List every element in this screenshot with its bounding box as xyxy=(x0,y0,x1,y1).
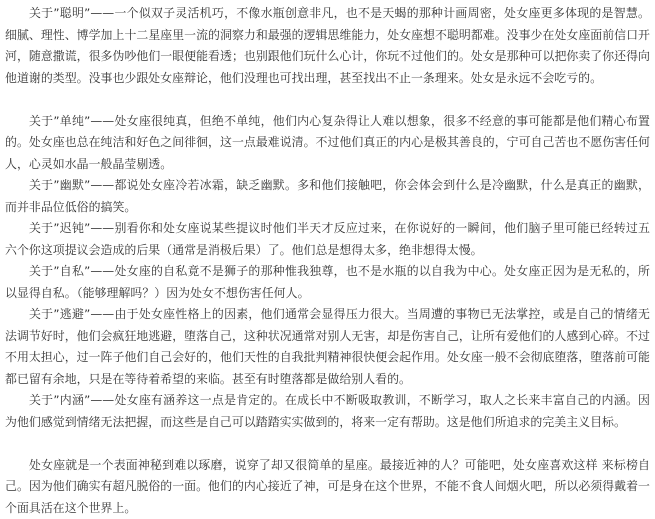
paragraph-smart: 关于”聪明”——一个似双子灵活机巧，不像水瓶创意非凡，也不是天蝎的那种计画周密，处女座更多体现的是智慧。细腻、理性、博学加上十二星座里一流的洞察力和最强的逻辑思维能力，处女座想不聪明都难。没事少在处女座面前信口开河，随意撒谎，很多伪吵他们一眼便能看透；也别跟他们玩什么心计，你玩不过他们的。处女是那种可以把你卖了你还得向他道谢的类型。没事也少跟处女座辩论，他们没理也可找出理，甚至找出不止一条理来。处女是永远不会吃亏的。 xyxy=(5,3,650,89)
paragraph-escape: 关于”逃避”——由于处女座性格上的因素，他们通常会显得压力很大。当周遭的事物已无法掌控，或是自己的情绪无法调节好时，他们会疯狂地逃避，堕落自己，这种状况通常对别人无害，却是伤害自己，让所有爱他们的人感到心碎。不过不用太担心，过一阵子他们自己会好的，他们天性的自我批判精神很快便会起作用。处女座一般不会彻底堕落，堕落前可能都已留有余地，只是在等待着希望的来临。甚至有时堕落都是做给别人看的。 xyxy=(5,304,650,390)
paragraph-innocent: 关于”单纯”——处女座很纯真，但绝不单纯，他们内心复杂得让人难以想象，很多不经意的事可能都是他们精心布置的。处女座也总在纯洁和好色之间徘徊，这一点最难说清。不过他们真正的内心是极其善良的，宁可自己苦也不愿伤害任何人，心灵如水晶一般晶莹剔透。 xyxy=(5,111,650,176)
paragraph-summary: 处女座就是一个表面神秘到难以琢磨，说穿了却又很简单的星座。最接近神的人？可能吧，处女座喜欢这样 来标榜自己。因为他们确实有超凡脱俗的一面。他们的内心接近了神，可是身在这个世界，不能不食人间烟火吧，所以必须得戴着一个面具活在这个世界上。 xyxy=(5,455,650,519)
paragraph-humor: 关于”幽默”——都说处女座冷若冰霜，缺乏幽默。多和他们接触吧，你会体会到什么是冷幽默，什么是真正的幽默，而并非品位低俗的搞笑。 xyxy=(5,175,650,218)
paragraph-slow: 关于”迟钝”——别看你和处女座说某些提议时他们半天才反应过来，在你说好的一瞬间，他们脑子里可能已经转过五六个你这项提议会造成的后果（通常是消极后果）了。他们总是想得太多，绝非想得太慢。 xyxy=(5,218,650,261)
paragraph-selfish: 关于”自私”——处女座的自私竟不是狮子的那种惟我独尊，也不是水瓶的以自我为中心。处女座正因为是无私的，所以显得自私。（能够理解吗？）因为处女不想伤害任何人。 xyxy=(5,261,650,304)
paragraph-spacer xyxy=(5,89,650,111)
paragraph-depth: 关于”内涵”——处女座有涵养这一点是肯定的。在成长中不断吸取教训，不断学习，取人之长来丰富自己的内涵。因为他们感觉到情绪无法把握，而这些是自己可以踏踏实实做到的，将来一定有帮助。这是他们所追求的完美主义目标。 xyxy=(5,390,650,433)
paragraph-spacer xyxy=(5,433,650,455)
